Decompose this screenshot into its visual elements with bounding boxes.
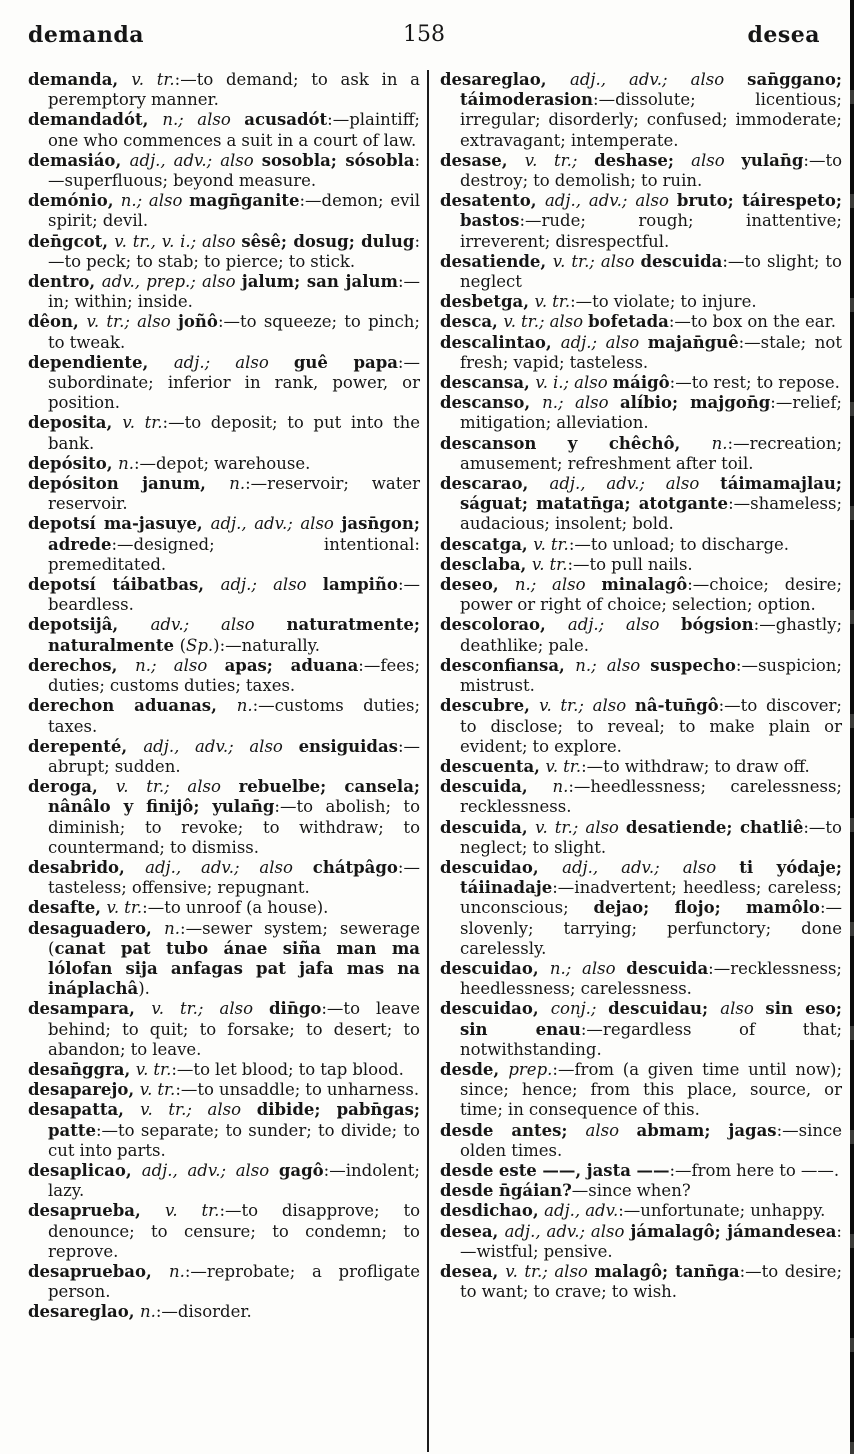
dictionary-entry (28, 151, 420, 191)
entry-grammar-label: adj., adv.; also (210, 514, 342, 534)
entry-headword: depósito, (28, 453, 119, 473)
dictionary-entry (28, 474, 420, 514)
entry-definition: :—to unload; to discharge. (568, 534, 790, 554)
entry-definition: :—sewer system; sewerage ( (48, 918, 420, 958)
entry-headword: descuidao, (440, 999, 551, 1019)
entry-synonym: táimamajlau; ságuat; matatn̄ga; atotgante (460, 474, 842, 514)
entry-definition: ). (138, 979, 150, 999)
entry-grammar-label: adj., adv. (544, 1201, 619, 1221)
entry-headword: desea, (440, 1261, 506, 1281)
dictionary-entry (28, 1100, 420, 1161)
entry-definition: :—to disapprove; to denounce; to censure; to condemn; to reprove. (48, 1201, 421, 1261)
entry-headword: descuidao, (440, 857, 563, 877)
entry-grammar-label: n. (140, 1302, 156, 1322)
entry-headword: desde n̄gáian? (440, 1181, 572, 1201)
entry-headword: den̄gcot, (28, 231, 115, 251)
entry-grammar-label: Sp. (186, 635, 214, 655)
entry-headword: desapruebao, (28, 1261, 169, 1281)
dictionary-entry (28, 1302, 420, 1322)
entry-synonym: sin eso; sin enau (460, 999, 843, 1039)
entry-headword: desde antes; (440, 1120, 586, 1140)
scan-edge-artifact (850, 0, 854, 1454)
dictionary-entry (440, 151, 842, 191)
entry-headword: desampara, (28, 999, 152, 1019)
entry-definition: :—relief; mitigation; alleviation. (460, 393, 842, 433)
entry-definition: :—to rest; to repose. (669, 373, 840, 393)
entry-headword: dêon, (28, 312, 87, 332)
entry-definition: :—to desire; to want; to crave; to wish. (460, 1261, 842, 1302)
entry-headword: descansa, (440, 373, 536, 393)
dictionary-entry (28, 312, 420, 352)
entry-grammar-label: adj., adv.; also (141, 1160, 279, 1180)
entry-headword: desase, (440, 150, 525, 170)
dictionary-entry (28, 1201, 420, 1262)
entry-grammar-label: v. tr.; also (151, 999, 270, 1019)
entry-definition: :—designed; intentional: premeditated. (48, 534, 420, 574)
entry-synonym: abmam; jagas (636, 1120, 777, 1140)
entry-synonym: naturatmente; naturalmente (48, 615, 420, 655)
entry-definition: :—customs duties; taxes. (48, 696, 420, 736)
entry-definition: :—choice; desire; power or right of choice; selection; option. (460, 575, 842, 615)
entry-grammar-label: n. (236, 696, 253, 716)
entry-definition: :—to discover; to disclose; to reveal; to make plain or evident; to explore. (460, 696, 842, 756)
entry-synonym: sosobla; sósobla (261, 150, 415, 170)
entry-headword: desaparejo, (28, 1080, 140, 1100)
dictionary-entry (28, 1060, 420, 1080)
entry-synonym: descuida (626, 958, 709, 978)
entry-synonym: chátpâgo (312, 857, 398, 877)
dictionary-entry (28, 191, 420, 231)
entry-definition: :—beardless. (48, 575, 420, 615)
entry-definition: :—fees; duties; customs duties; taxes. (48, 655, 421, 696)
entry-synonym: malagô; tann̄ga (594, 1261, 740, 1281)
entry-definition: :—suspicion; mistrust. (460, 655, 842, 696)
entry-definition: —since when? (571, 1181, 691, 1201)
entry-synonym: jasn̄gon; adrede (48, 514, 420, 554)
entry-grammar-label: adj., adv.; also (129, 150, 262, 170)
entry-grammar-label: n. (711, 433, 728, 453)
entry-grammar-label: n.; also (162, 110, 245, 130)
entry-headword: desabrido, (28, 857, 146, 877)
entry-definition: :—to slight; to neglect (460, 251, 842, 292)
entry-grammar-label: v. tr., v. i.; also (114, 231, 242, 251)
entry-grammar-label: v. tr.; also (503, 312, 589, 332)
dictionary-entry (440, 999, 842, 1060)
page-body (28, 70, 842, 1452)
entry-grammar-label: v. tr. (534, 292, 571, 312)
dictionary-entry (440, 777, 842, 817)
entry-synonym: suspecho (650, 655, 736, 675)
dictionary-entry (440, 656, 842, 696)
entry-headword: descanso, (440, 393, 543, 413)
entry-grammar-label: n.; also (575, 655, 651, 675)
dictionary-entry (28, 656, 420, 696)
entry-headword: desdichao, (440, 1201, 545, 1221)
entry-definition: :—to peck; to stab; to pierce; to stick. (48, 231, 420, 271)
entry-synonym: apas; aduana (224, 655, 359, 675)
dictionary-entry (440, 858, 842, 959)
entry-grammar-label: adj., adv.; also (145, 857, 313, 877)
entry-definition: :—dissolute; licentious; irregular; disorderly; confused; immoderate; extravagant; intemperate. (460, 90, 842, 150)
entry-grammar-label: v. tr.; also (115, 777, 239, 797)
entry-headword: desareglao, (440, 70, 570, 89)
entry-headword: demónio, (28, 191, 121, 211)
entry-synonym: descuidau; (608, 999, 721, 1019)
entry-synonym: deshase; (594, 150, 692, 170)
entry-grammar-label: adj.; also (220, 575, 323, 595)
entry-grammar-label: adj., adv.; also (504, 1221, 631, 1241)
dictionary-entry (28, 353, 420, 414)
dictionary-entry (440, 333, 842, 373)
entry-headword: depósiton janum, (28, 474, 230, 494)
dictionary-entry (28, 1161, 420, 1201)
entry-grammar-label: adj., adv.; also (562, 857, 740, 877)
entry-headword: desapatta, (28, 1100, 141, 1120)
entry-headword: descuidao, (440, 958, 550, 978)
entry-grammar-label: v. tr. (545, 756, 582, 776)
entry-synonym: desatiende; chatliê (625, 817, 804, 837)
entry-synonym: majan̄guê (647, 332, 739, 352)
dictionary-entry (440, 393, 842, 433)
entry-definition: :—depot; warehouse. (133, 453, 311, 473)
dictionary-entry (440, 474, 842, 535)
entry-grammar-label: n. (552, 777, 569, 797)
entry-grammar-label: adj., adv.; also (569, 70, 748, 89)
dictionary-entry (440, 575, 842, 615)
entry-definition: :—to neglect; to slight. (460, 817, 842, 857)
entry-grammar-label: v. tr.; also (505, 1261, 595, 1281)
entry-grammar-label: n.; also (135, 655, 225, 675)
entry-grammar-label: adj., adv.; also (549, 474, 721, 494)
entry-headword: desaplicao, (28, 1160, 142, 1180)
entry-headword: desaprueba, (28, 1201, 166, 1221)
entry-grammar-label: n.; also (549, 958, 627, 978)
entry-grammar-label: v. tr. (533, 534, 569, 554)
entry-definition: :—slovenly; tarrying; perfunctory; done carelessly. (460, 898, 842, 958)
entry-synonym: alíbio; majgon̄g (619, 393, 771, 413)
entry-headword: depotsijâ, (28, 615, 151, 635)
entry-grammar-label: v. i.; also (535, 373, 613, 393)
entry-definition: :—to violate; to injure. (570, 292, 757, 312)
entry-definition: :—indolent; lazy. (48, 1160, 420, 1201)
entry-headword: desan̄ggra, (28, 1059, 136, 1079)
entry-synonym: rebuelbe; cansela; nânâlo y finijô; yulan̄g (48, 777, 420, 817)
entry-synonym: lampiño (322, 575, 398, 595)
entry-definition: :—rude; rough; inattentive; irreverent; disrespectful. (460, 211, 842, 251)
entry-grammar-label: n. (229, 474, 246, 494)
entry-definition: :—to box on the ear. (668, 312, 836, 332)
entry-definition: :—inadvertent; heedless; careless; unconscious; (460, 878, 842, 918)
header-right-guide-word: desea (747, 22, 820, 48)
dictionary-entry (440, 615, 842, 655)
entry-headword: desea, (440, 1221, 505, 1241)
header-page-number: 158 (403, 22, 445, 47)
dictionary-entry (28, 898, 420, 918)
entry-synonym: canat pat tubo ánae siña man ma lólofan sija anfagas pat jafa mas na ináplachâ (48, 938, 420, 999)
entry-grammar-label: also (585, 1120, 637, 1140)
entry-grammar-label: prep. (508, 1059, 553, 1079)
entry-headword: derepenté, (28, 736, 144, 756)
entry-synonym: din̄go (269, 999, 322, 1019)
entry-grammar-label: v. tr. (131, 70, 175, 89)
entry-grammar-label: adj.; also (567, 615, 682, 635)
entry-synonym: máigô (612, 373, 670, 393)
entry-headword: desatento, (440, 191, 545, 211)
dictionary-entry (440, 1121, 842, 1161)
entry-definition: :—to deposit; to put into the bank. (48, 413, 420, 453)
entry-definition: :—since olden times. (460, 1120, 843, 1160)
entry-definition: :—to squeeze; to pinch; to tweak. (48, 312, 420, 352)
dictionary-entry (440, 1060, 842, 1121)
dictionary-entry (440, 959, 842, 999)
entry-definition: :—regardless of that; notwithstanding. (460, 1019, 843, 1059)
entry-headword: desde, (440, 1059, 509, 1079)
entry-synonym: nâ-tun̄gô (634, 696, 719, 716)
entry-headword: deposita, (28, 413, 123, 433)
entry-headword: dentro, (28, 272, 102, 292)
entry-definition: :—to unsaddle; to unharness. (175, 1080, 420, 1100)
entry-grammar-label: v. tr.; also (140, 1100, 257, 1120)
entry-headword: demandadót, (28, 110, 163, 130)
entry-grammar-label: n. (118, 453, 134, 473)
entry-synonym: bofetada (588, 312, 669, 332)
entry-headword: depotsí táibatbas, (28, 575, 221, 595)
entry-synonym: bruto; táirespeto; bastos (460, 191, 842, 231)
entry-grammar-label: v. tr.; also (86, 312, 178, 332)
entry-definition: :—recreation; amusement; refreshment after toil. (460, 433, 842, 473)
dictionary-entry (28, 110, 420, 150)
dictionary-entry (28, 454, 420, 474)
dictionary-entry (28, 514, 420, 575)
entry-headword: derechon aduanas, (28, 696, 237, 716)
entry-grammar-label: v. tr. (122, 413, 163, 433)
dictionary-entry (440, 70, 842, 151)
entry-headword: desconfiansa, (440, 655, 576, 675)
dictionary-entry (440, 252, 842, 292)
entry-definition: ):—naturally. (213, 635, 321, 655)
entry-grammar-label: v. tr. (135, 1059, 172, 1079)
entry-definition: :—unfortunate; unhappy. (618, 1201, 826, 1221)
entry-synonym: jámalagô; jámandesea (630, 1221, 837, 1241)
entry-definition: :—superfluous; beyond measure. (48, 150, 421, 191)
dictionary-entry (440, 757, 842, 777)
entry-synonym: dibide; pabn̄gas; patte (48, 1100, 420, 1140)
dictionary-entry (440, 696, 842, 757)
entry-headword: descuida, (440, 817, 536, 837)
entry-synonym: jalum; san jalum (241, 272, 398, 292)
entry-definition: :—to destroy; to demolish; to ruin. (460, 150, 843, 191)
entry-grammar-label: v. tr.; (524, 150, 595, 170)
entry-definition: :—disorder. (155, 1302, 252, 1322)
dictionary-entry (440, 1262, 842, 1302)
dictionary-entry (440, 818, 842, 858)
entry-grammar-label: n. (164, 918, 181, 938)
dictionary-entry (28, 70, 420, 110)
entry-headword: depotsí ma-jasuye, (28, 514, 211, 534)
entry-definition: :—recklessness; heedlessness; carelessness. (460, 958, 842, 999)
entry-synonym: magn̄ganite (189, 191, 300, 211)
entry-grammar-label: v. tr.; also (539, 696, 635, 716)
dictionary-entry (28, 777, 420, 858)
left-column (28, 70, 420, 1452)
entry-headword: descatga, (440, 534, 534, 554)
entry-grammar-label: v. tr. (139, 1080, 176, 1100)
entry-definition: :—from here to ——. (669, 1160, 840, 1180)
entry-headword: deseo, (440, 575, 515, 595)
entry-grammar-label: adj., adv.; also (544, 191, 677, 211)
entry-synonym: guê papa (293, 352, 398, 372)
entry-headword: deroga, (28, 777, 116, 797)
entry-grammar-label: also (720, 999, 766, 1019)
dictionary-entry (440, 555, 842, 575)
entry-definition: :—subordinate; inferior in rank, power, or position. (48, 352, 420, 413)
page-header (28, 22, 820, 56)
entry-headword: descuenta, (440, 756, 546, 776)
entry-grammar-label: conj.; (550, 999, 609, 1019)
entry-synonym: ti yódaje; táiinadaje (460, 857, 842, 898)
entry-synonym: san̄ggano; táimoderasion (460, 70, 842, 110)
entry-grammar-label: v. tr.; also (535, 817, 626, 837)
entry-definition: :—to abolish; to diminish; to revoke; to withdraw; to countermand; to dismiss. (48, 797, 420, 857)
dictionary-entry (28, 615, 420, 655)
entry-headword: desca, (440, 312, 504, 332)
entry-grammar-label: n.; also (542, 393, 620, 413)
entry-grammar-label: n.; also (514, 575, 602, 595)
entry-synonym: yulan̄g (741, 150, 804, 170)
entry-definition: :—reservoir; water reservoir. (48, 474, 420, 514)
dictionary-entry (440, 1201, 842, 1221)
dictionary-entry (440, 1222, 842, 1262)
dictionary-entry (440, 535, 842, 555)
entry-definition: :—to pull nails. (567, 554, 693, 574)
entry-definition: :—to leave behind; to quit; to forsake; to desert; to abandon; to leave. (48, 999, 420, 1059)
dictionary-entry (28, 272, 420, 312)
entry-headword: demasiáo, (28, 150, 130, 170)
entry-grammar-label: also (691, 150, 742, 170)
entry-definition: :—stale; not fresh; vapid; tasteless. (460, 332, 842, 372)
dictionary-entry (440, 312, 842, 332)
entry-definition: :—plaintiff; one who commences a suit in a court of law. (48, 110, 420, 150)
entry-synonym: gagô (278, 1160, 324, 1180)
dictionary-entry (440, 191, 842, 252)
entry-headword: desareglao, (28, 1302, 140, 1322)
entry-synonym: minalagô (601, 575, 688, 595)
entry-grammar-label: n.; also (120, 191, 190, 211)
entry-definition: :—shameless; audacious; insolent; bold. (460, 494, 842, 534)
entry-headword: desaguadero, (28, 918, 165, 938)
entry-definition: :—to demand; to ask in a peremptory manner. (48, 70, 421, 110)
entry-definition: :—ghastly; deathlike; pale. (460, 615, 842, 655)
entry-grammar-label: adj.; also (560, 332, 648, 352)
entry-definition: :—heedlessness; carelessness; recklessness. (460, 777, 842, 817)
entry-definition: :—in; within; inside. (48, 272, 420, 312)
entry-definition: ( (179, 635, 187, 655)
entry-grammar-label: adv., prep.; also (101, 272, 242, 292)
entry-grammar-label: v. tr. (531, 554, 568, 574)
entry-definition: :—from (a given time until now); since; hence; from this place, source, or time; in consequence of this. (460, 1059, 843, 1120)
entry-headword: desbetga, (440, 292, 535, 312)
entry-grammar-label: v. tr. (106, 898, 143, 918)
dictionary-entry (28, 696, 420, 736)
entry-synonym: descuida (640, 251, 723, 271)
entry-grammar-label: adj.; also (173, 352, 294, 372)
entry-synonym: sêsê; dosug; dulug (241, 231, 415, 251)
entry-grammar-label: v. tr. (165, 1201, 220, 1221)
entry-synonym: bógsion (681, 615, 754, 635)
entry-definition: :—tasteless; offensive; repugnant. (48, 857, 420, 898)
entry-grammar-label: v. tr.; also (552, 251, 641, 271)
dictionary-entry (28, 232, 420, 272)
entry-synonym: joñô (177, 312, 218, 332)
dictionary-entry (440, 292, 842, 312)
entry-headword: descanson y chêchô, (440, 433, 712, 453)
entry-headword: demanda, (28, 70, 132, 89)
dictionary-entry (440, 1181, 842, 1201)
entry-headword: descuida, (440, 777, 553, 797)
entry-headword: desde este ——, jasta —— (440, 1160, 670, 1180)
dictionary-entry (28, 1262, 420, 1302)
entry-grammar-label: adj., adv.; also (143, 736, 299, 756)
entry-headword: dependiente, (28, 352, 174, 372)
entry-headword: desafte, (28, 898, 107, 918)
dictionary-entry (28, 999, 420, 1060)
entry-definition: :—to separate; to sunder; to divide; to cut into parts. (48, 1120, 420, 1160)
entry-synonym: acusadót (244, 110, 328, 130)
dictionary-entry (28, 919, 420, 1000)
entry-headword: desatiende, (440, 251, 553, 271)
entry-definition: :—wistful; pensive. (460, 1221, 842, 1261)
entry-definition: :—to let blood; to tap blood. (171, 1059, 404, 1079)
dictionary-entry (28, 737, 420, 777)
dictionary-entry (28, 1080, 420, 1100)
entry-definition: :—demon; evil spirit; devil. (48, 191, 420, 231)
dictionary-entry (440, 434, 842, 474)
entry-synonym: dejao; flojo; mamôlo (593, 898, 820, 918)
dictionary-entry (28, 413, 420, 453)
header-left-guide-word: demanda (28, 22, 145, 48)
dictionary-entry (440, 373, 842, 393)
entry-definition: :—abrupt; sudden. (48, 736, 420, 776)
right-column (429, 70, 842, 1452)
dictionary-entry (28, 858, 420, 898)
entry-headword: descolorao, (440, 615, 568, 635)
entry-definition: :—to withdraw; to draw off. (581, 756, 810, 776)
entry-headword: descubre, (440, 696, 540, 716)
entry-headword: descalintao, (440, 332, 561, 352)
entry-grammar-label: adv.; also (150, 615, 287, 635)
dictionary-entry (440, 1161, 842, 1181)
entry-headword: desclaba, (440, 554, 532, 574)
entry-definition: :—reprobate; a profligate person. (48, 1261, 420, 1302)
entry-headword: derechos, (28, 655, 136, 675)
dictionary-entry (28, 575, 420, 615)
entry-definition: :—to unroof (a house). (142, 898, 329, 918)
entry-synonym: ensiguidas (298, 736, 398, 756)
entry-headword: descarao, (440, 474, 550, 494)
entry-grammar-label: n. (168, 1261, 185, 1281)
